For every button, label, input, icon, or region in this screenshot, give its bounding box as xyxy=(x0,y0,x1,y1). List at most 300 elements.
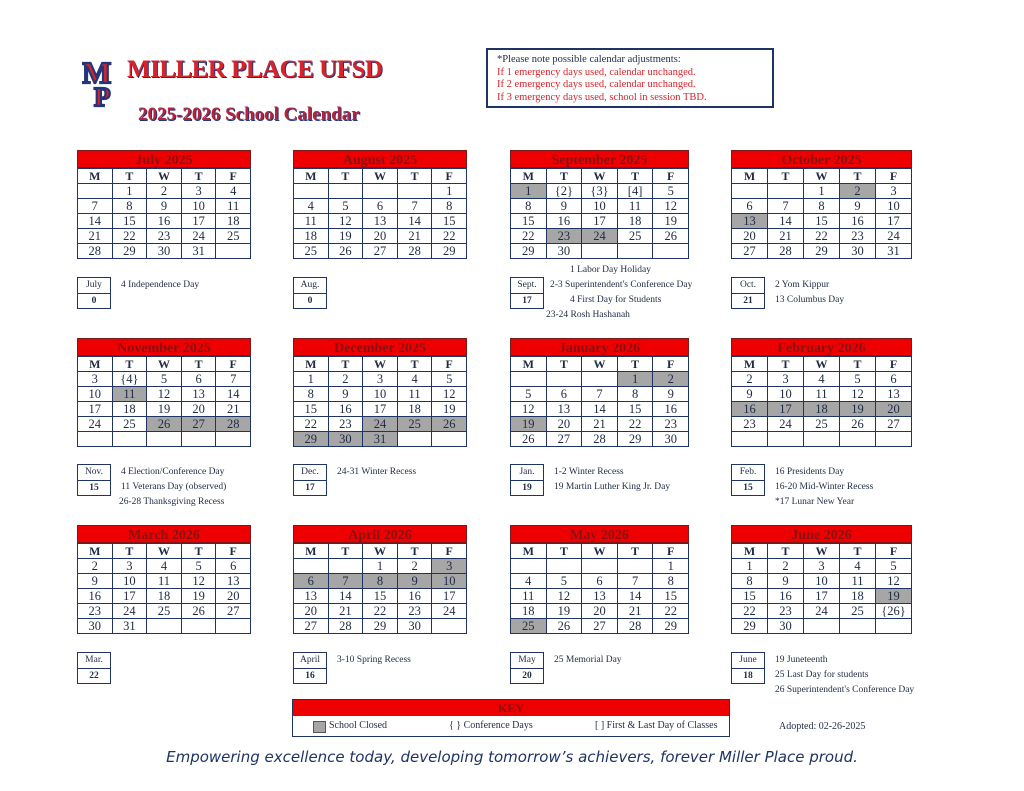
day-cell xyxy=(511,372,547,387)
district-logo xyxy=(82,56,124,108)
day-cell: 22 xyxy=(294,417,329,432)
day-cell: 25 xyxy=(617,229,653,244)
school-days-count xyxy=(77,652,111,684)
month-title: November 2025 xyxy=(77,338,251,356)
day-cell: 8 xyxy=(804,199,840,214)
day-cell: 24 xyxy=(768,417,804,432)
day-cell: 25 xyxy=(397,417,432,432)
day-cell: 7 xyxy=(768,199,804,214)
day-cell xyxy=(397,184,432,199)
month-title: April 2026 xyxy=(293,525,467,543)
weekday-header: T xyxy=(840,544,876,559)
day-cell: 1 xyxy=(363,559,398,574)
day-cell xyxy=(112,432,147,447)
day-cell xyxy=(363,184,398,199)
day-cell: 15 xyxy=(112,214,147,229)
count-month-label: Feb. xyxy=(732,465,764,481)
day-cell: 22 xyxy=(511,229,547,244)
day-cell: 16 xyxy=(732,402,768,417)
day-cell: 13 xyxy=(216,574,251,589)
day-cell: 1 xyxy=(432,184,467,199)
month-block xyxy=(510,150,689,259)
day-cell: 14 xyxy=(78,214,113,229)
school-days-count xyxy=(77,464,111,496)
weekday-header: T xyxy=(768,357,804,372)
day-cell: [4] xyxy=(617,184,653,199)
day-cell: {3} xyxy=(582,184,618,199)
month-title: October 2025 xyxy=(731,150,912,168)
day-cell: 8 xyxy=(653,574,689,589)
day-cell: 9 xyxy=(78,574,113,589)
day-cell: 9 xyxy=(328,387,363,402)
count-days-value: 19 xyxy=(522,483,532,493)
weekday-header: T xyxy=(328,169,363,184)
day-cell: 29 xyxy=(363,619,398,634)
day-cell: 19 xyxy=(546,604,582,619)
month-title: June 2026 xyxy=(731,525,912,543)
holiday-note: 16 Presidents Day xyxy=(775,467,845,477)
day-cell: 5 xyxy=(546,574,582,589)
count-days-value: 15 xyxy=(743,483,753,493)
day-cell xyxy=(804,619,840,634)
month-block xyxy=(77,338,251,447)
day-cell: 17 xyxy=(181,214,216,229)
day-cell: 4 xyxy=(397,372,432,387)
day-cell: 6 xyxy=(363,199,398,214)
weekday-header: F xyxy=(876,544,912,559)
day-cell: 12 xyxy=(840,387,876,402)
day-cell: 12 xyxy=(876,574,912,589)
day-cell xyxy=(328,559,363,574)
day-cell xyxy=(876,619,912,634)
day-cell: 26 xyxy=(328,244,363,259)
day-cell: 14 xyxy=(582,402,618,417)
day-cell: 26 xyxy=(840,417,876,432)
closed-swatch xyxy=(313,721,326,733)
count-month-label: Dec. xyxy=(294,465,326,481)
day-cell: 6 xyxy=(181,372,216,387)
district-name: MILLER PLACE UFSD xyxy=(127,56,383,83)
month-block xyxy=(293,525,467,634)
day-cell: 9 xyxy=(840,199,876,214)
svg-text:P: P xyxy=(94,82,111,108)
day-cell xyxy=(546,372,582,387)
day-cell: 16 xyxy=(840,214,876,229)
day-cell: 3 xyxy=(78,372,113,387)
day-cell: {26} xyxy=(876,604,912,619)
day-cell: 21 xyxy=(617,604,653,619)
day-cell: 2 xyxy=(732,372,768,387)
day-cell: 28 xyxy=(768,244,804,259)
day-cell: 29 xyxy=(511,244,547,259)
day-cell xyxy=(147,432,182,447)
day-cell: 25 xyxy=(511,619,547,634)
day-cell: 25 xyxy=(804,417,840,432)
day-cell xyxy=(294,559,329,574)
day-cell: 11 xyxy=(112,387,147,402)
weekday-header: F xyxy=(653,357,689,372)
day-cell: 30 xyxy=(78,619,113,634)
day-cell: 15 xyxy=(617,402,653,417)
day-cell: 24 xyxy=(432,604,467,619)
month-title: January 2026 xyxy=(510,338,689,356)
day-cell: 15 xyxy=(804,214,840,229)
day-cell: 23 xyxy=(328,417,363,432)
day-cell: 13 xyxy=(363,214,398,229)
day-cell: 7 xyxy=(328,574,363,589)
day-cell: 25 xyxy=(216,229,251,244)
day-cell: 18 xyxy=(804,402,840,417)
day-cell: 5 xyxy=(181,559,216,574)
weekday-header: W xyxy=(804,169,840,184)
day-cell: 5 xyxy=(328,199,363,214)
key-row xyxy=(293,716,729,736)
day-cell: 19 xyxy=(432,402,467,417)
holiday-note: 1 Labor Day Holiday xyxy=(570,265,651,275)
count-month-label: Jan. xyxy=(511,465,543,481)
day-cell xyxy=(582,244,618,259)
day-cell: 14 xyxy=(397,214,432,229)
day-cell xyxy=(840,619,876,634)
weekday-header: T xyxy=(181,357,216,372)
day-cell: 17 xyxy=(363,402,398,417)
day-cell: 27 xyxy=(216,604,251,619)
holiday-note: 24-31 Winter Recess xyxy=(337,467,417,477)
day-cell: 10 xyxy=(112,574,147,589)
school-days-count xyxy=(510,277,544,309)
holiday-note: 16-20 Mid-Winter Recess xyxy=(775,482,874,492)
weekday-header: M xyxy=(78,169,113,184)
day-cell: 11 xyxy=(804,387,840,402)
count-days-value: 22 xyxy=(89,671,99,681)
day-cell: 7 xyxy=(582,387,618,402)
day-cell: 25 xyxy=(294,244,329,259)
school-days-count xyxy=(293,464,327,496)
day-cell: 8 xyxy=(732,574,768,589)
day-cell: 22 xyxy=(617,417,653,432)
day-cell xyxy=(511,559,547,574)
day-cell: 3 xyxy=(768,372,804,387)
day-cell: 10 xyxy=(582,199,618,214)
weekday-header: W xyxy=(147,544,182,559)
day-cell: 5 xyxy=(511,387,547,402)
day-cell: 9 xyxy=(768,574,804,589)
day-cell: 14 xyxy=(328,589,363,604)
weekday-header: F xyxy=(216,544,251,559)
day-cell: 1 xyxy=(294,372,329,387)
day-cell: 4 xyxy=(147,559,182,574)
notice-line: If 1 emergency days used, calendar unchanged. xyxy=(497,66,696,78)
day-cell: 3 xyxy=(804,559,840,574)
weekday-header: T xyxy=(617,357,653,372)
day-cell: 7 xyxy=(78,199,113,214)
day-cell xyxy=(181,432,216,447)
day-cell: 23 xyxy=(768,604,804,619)
day-cell: 9 xyxy=(546,199,582,214)
weekday-header: F xyxy=(432,544,467,559)
day-cell: 24 xyxy=(78,417,113,432)
day-cell: 23 xyxy=(147,229,182,244)
day-cell xyxy=(876,432,912,447)
day-cell: 24 xyxy=(363,417,398,432)
weekday-header: F xyxy=(216,357,251,372)
day-cell: 18 xyxy=(397,402,432,417)
day-cell: 26 xyxy=(432,417,467,432)
day-cell: 16 xyxy=(768,589,804,604)
day-cell: 23 xyxy=(78,604,113,619)
day-cell: 5 xyxy=(840,372,876,387)
day-cell: 13 xyxy=(876,387,912,402)
day-cell: 17 xyxy=(432,589,467,604)
month-block xyxy=(731,338,912,447)
day-cell xyxy=(732,432,768,447)
count-days-value: 20 xyxy=(522,671,532,681)
day-cell xyxy=(328,184,363,199)
weekday-header: M xyxy=(78,544,113,559)
holiday-note: 19 Martin Luther King Jr. Day xyxy=(554,482,671,492)
day-cell: 6 xyxy=(546,387,582,402)
weekday-header: F xyxy=(432,169,467,184)
weekday-header: M xyxy=(732,544,768,559)
day-cell: 15 xyxy=(294,402,329,417)
day-cell: 2 xyxy=(147,184,182,199)
holiday-note: 1-2 Winter Recess xyxy=(554,467,624,477)
count-month-label: Sept. xyxy=(511,278,543,294)
day-cell: 14 xyxy=(216,387,251,402)
count-month-label: Aug. xyxy=(294,278,326,294)
day-cell: 20 xyxy=(546,417,582,432)
day-cell: 2 xyxy=(78,559,113,574)
count-month-label: Oct. xyxy=(732,278,764,294)
day-cell: 29 xyxy=(653,619,689,634)
day-cell xyxy=(216,244,251,259)
weekday-header: T xyxy=(768,169,804,184)
day-cell: 20 xyxy=(216,589,251,604)
holiday-note: 3-10 Spring Recess xyxy=(337,655,411,665)
day-cell: 11 xyxy=(294,214,329,229)
weekday-header: T xyxy=(328,357,363,372)
day-cell: 19 xyxy=(876,589,912,604)
school-days-count xyxy=(731,277,765,309)
day-cell: 22 xyxy=(112,229,147,244)
day-cell: 31 xyxy=(876,244,912,259)
day-cell: 12 xyxy=(432,387,467,402)
day-cell: 20 xyxy=(363,229,398,244)
holiday-note: 4 First Day for Students xyxy=(570,295,662,305)
day-cell: 25 xyxy=(147,604,182,619)
day-cell: 8 xyxy=(112,199,147,214)
day-cell: 3 xyxy=(876,184,912,199)
month-block xyxy=(293,338,467,447)
weekday-header: T xyxy=(617,169,653,184)
holiday-note: 19 Juneteenth xyxy=(775,655,828,665)
count-month-label: July xyxy=(78,278,110,294)
day-cell: 27 xyxy=(294,619,329,634)
weekday-header: M xyxy=(511,544,547,559)
day-cell: 30 xyxy=(653,432,689,447)
day-cell: 19 xyxy=(147,402,182,417)
day-cell: 17 xyxy=(78,402,113,417)
day-cell: 1 xyxy=(653,559,689,574)
day-cell: 16 xyxy=(147,214,182,229)
weekday-header: T xyxy=(840,169,876,184)
day-cell xyxy=(617,244,653,259)
day-cell: 8 xyxy=(617,387,653,402)
key-conference-label: { } Conference Days xyxy=(449,720,533,731)
day-cell: 24 xyxy=(876,229,912,244)
day-cell: 1 xyxy=(112,184,147,199)
day-cell: 3 xyxy=(432,559,467,574)
legend-key xyxy=(292,699,730,737)
day-cell: 21 xyxy=(397,229,432,244)
day-cell: 18 xyxy=(294,229,329,244)
tagline: Empowering excellence today, developing tomorrow’s achievers, forever Miller Place proud. xyxy=(166,748,858,766)
school-days-count xyxy=(293,652,327,684)
day-cell: 11 xyxy=(397,387,432,402)
month-title: July 2025 xyxy=(77,150,251,168)
school-days-count xyxy=(731,652,765,684)
month-title: March 2026 xyxy=(77,525,251,543)
day-cell: 20 xyxy=(732,229,768,244)
day-cell: 26 xyxy=(181,604,216,619)
day-cell xyxy=(804,432,840,447)
day-cell: 29 xyxy=(804,244,840,259)
day-cell: 30 xyxy=(147,244,182,259)
day-cell xyxy=(216,619,251,634)
day-cell: 13 xyxy=(546,402,582,417)
day-cell: 15 xyxy=(432,214,467,229)
weekday-header: M xyxy=(511,357,547,372)
day-cell: 20 xyxy=(294,604,329,619)
weekday-header: M xyxy=(78,357,113,372)
weekday-header: T xyxy=(112,169,147,184)
day-cell xyxy=(181,619,216,634)
notice-line: If 3 emergency days used, school in session TBD. xyxy=(497,91,707,103)
school-days-count xyxy=(510,464,544,496)
day-cell: 21 xyxy=(216,402,251,417)
month-block xyxy=(510,338,689,447)
count-days-value: 17 xyxy=(305,483,315,493)
weekday-header: W xyxy=(363,544,398,559)
day-cell: 23 xyxy=(546,229,582,244)
weekday-header: M xyxy=(732,169,768,184)
day-cell: 31 xyxy=(112,619,147,634)
day-cell: 7 xyxy=(397,199,432,214)
day-cell: 14 xyxy=(617,589,653,604)
day-cell: 11 xyxy=(147,574,182,589)
weekday-header: W xyxy=(582,169,618,184)
day-cell: 9 xyxy=(397,574,432,589)
day-cell: 5 xyxy=(653,184,689,199)
weekday-header: T xyxy=(397,169,432,184)
day-cell xyxy=(294,184,329,199)
day-cell: 31 xyxy=(181,244,216,259)
day-cell: 19 xyxy=(181,589,216,604)
day-cell: 29 xyxy=(432,244,467,259)
day-cell xyxy=(617,559,653,574)
day-cell: 18 xyxy=(216,214,251,229)
day-cell: 15 xyxy=(653,589,689,604)
day-cell: 16 xyxy=(546,214,582,229)
month-title: December 2025 xyxy=(293,338,467,356)
day-cell: 2 xyxy=(328,372,363,387)
day-cell: 9 xyxy=(653,387,689,402)
day-cell: 28 xyxy=(617,619,653,634)
day-cell xyxy=(216,432,251,447)
holiday-note: 4 Independence Day xyxy=(121,280,200,290)
holiday-note: *17 Lunar New Year xyxy=(775,497,855,507)
day-cell xyxy=(432,432,467,447)
day-cell: 2 xyxy=(397,559,432,574)
holiday-note: 26 Superintendent's Conference Day xyxy=(775,685,915,695)
weekday-header: W xyxy=(147,357,182,372)
weekday-header: T xyxy=(840,357,876,372)
day-cell: 19 xyxy=(653,214,689,229)
weekday-header: T xyxy=(112,544,147,559)
day-cell: 30 xyxy=(840,244,876,259)
day-cell: 8 xyxy=(363,574,398,589)
day-cell: 27 xyxy=(363,244,398,259)
day-cell: 24 xyxy=(181,229,216,244)
school-days-count xyxy=(293,277,327,309)
day-cell: 30 xyxy=(768,619,804,634)
calendar-title: 2025-2026 School Calendar xyxy=(138,104,360,125)
weekday-header: W xyxy=(147,169,182,184)
weekday-header: T xyxy=(546,544,582,559)
month-title: September 2025 xyxy=(510,150,689,168)
day-cell: 17 xyxy=(768,402,804,417)
day-cell: 19 xyxy=(511,417,547,432)
day-cell: 26 xyxy=(147,417,182,432)
notice-line: *Please note possible calendar adjustments: xyxy=(497,54,681,65)
day-cell: 22 xyxy=(432,229,467,244)
weekday-header: W xyxy=(363,169,398,184)
day-cell: 27 xyxy=(546,432,582,447)
school-days-count xyxy=(510,652,544,684)
weekday-header: W xyxy=(804,357,840,372)
day-cell: 8 xyxy=(294,387,329,402)
count-days-value: 17 xyxy=(522,296,532,306)
day-cell: 8 xyxy=(511,199,547,214)
day-cell: 5 xyxy=(876,559,912,574)
day-cell: 23 xyxy=(732,417,768,432)
holiday-note: 13 Columbus Day xyxy=(775,295,845,305)
day-cell: 28 xyxy=(328,619,363,634)
day-cell: 27 xyxy=(876,417,912,432)
day-cell: 6 xyxy=(294,574,329,589)
day-cell: 13 xyxy=(294,589,329,604)
weekday-header: T xyxy=(112,357,147,372)
day-cell: 30 xyxy=(546,244,582,259)
holiday-note: 23-24 Rosh Hashanah xyxy=(546,310,630,320)
count-days-value: 0 xyxy=(91,296,97,306)
weekday-header: F xyxy=(653,544,689,559)
weekday-header: F xyxy=(432,357,467,372)
day-cell xyxy=(653,244,689,259)
holiday-note: 2 Yom Kippur xyxy=(775,280,830,290)
day-cell: 4 xyxy=(294,199,329,214)
day-cell: 26 xyxy=(511,432,547,447)
day-cell: 16 xyxy=(397,589,432,604)
day-cell: 12 xyxy=(511,402,547,417)
day-cell: 25 xyxy=(840,604,876,619)
day-cell xyxy=(582,372,618,387)
day-cell: 5 xyxy=(432,372,467,387)
day-cell: 28 xyxy=(216,417,251,432)
count-days-value: 15 xyxy=(89,483,99,493)
weekday-header: F xyxy=(653,169,689,184)
day-cell xyxy=(78,184,113,199)
